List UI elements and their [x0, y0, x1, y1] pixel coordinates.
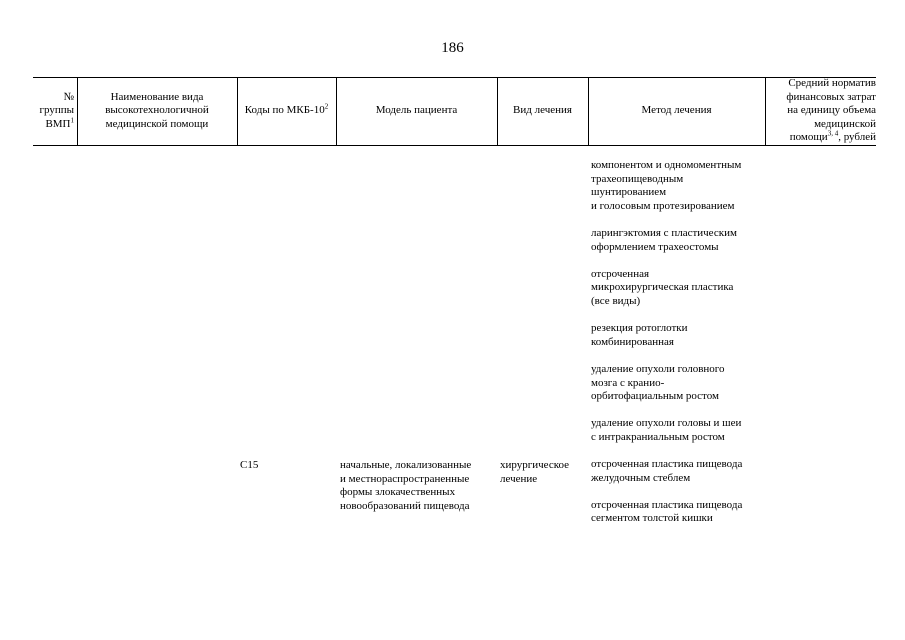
table-header-bottom-border: [33, 145, 876, 146]
method-item: отсроченная пластика пищевода желудочным стеблем: [591, 458, 743, 484]
patient-model-cell: начальные, локализованные и местнораспространенные формы злокачественных новообразований пищевода: [340, 459, 472, 512]
header-line: группы: [39, 104, 74, 117]
header-line: ВМП$^1$: [45, 116, 74, 130]
treatment-type-cell: хирургическое лечение: [500, 459, 570, 485]
header-line: медицинской: [814, 117, 876, 130]
header-patient-model: Модель пациента: [375, 104, 458, 117]
header-treatment-type: Вид лечения: [513, 104, 572, 117]
icd-code-cell: C15: [240, 459, 259, 471]
header-line: высокотехнологичной: [105, 104, 209, 117]
header-treatment-method: Метод лечения: [641, 104, 712, 117]
treatment-method-list: [591, 159, 767, 540]
header-line: медицинской помощи: [105, 117, 209, 130]
header-icd-codes: Коды по МКБ-$10^2$: [244, 102, 329, 117]
method-item: ларингэктомия с пластическим оформлением трахеостомы: [591, 226, 737, 253]
method-item: удаление опухоли головного мозга с кранио- орбитофациальным ростом: [591, 362, 725, 403]
footnote-marker: 3, 4: [827, 129, 839, 138]
header-line: №: [63, 90, 74, 103]
footnote-marker: 2: [324, 102, 329, 111]
header-line: на единицу объема: [787, 104, 876, 117]
header-line: Средний норматив: [788, 77, 876, 90]
header-line: Наименование вида: [110, 90, 204, 103]
header-financial-standard: [765, 77, 876, 145]
header-care-type: [77, 77, 237, 145]
method-item: отсроченная пластика пищевода сегментом толстой кишки: [591, 498, 743, 525]
header-line: помощи$^{3, 4}$, рублей: [789, 129, 876, 144]
method-item: резекция ротоглотки комбинированная: [591, 322, 688, 348]
method-item: удаление опухоли головы и шеи с интракраниальным ростом: [591, 417, 742, 443]
header-group-number: [33, 77, 77, 145]
method-item: компонентом и одномоментным трахеопищеводным шунтированием и голосовым протезированием: [591, 159, 742, 212]
method-item: отсроченная микрохирургическая пластика (все виды): [591, 267, 734, 307]
header-line: финансовых затрат: [786, 90, 876, 103]
footnote-marker: 1: [70, 116, 74, 125]
page-number: 186: [441, 40, 464, 56]
